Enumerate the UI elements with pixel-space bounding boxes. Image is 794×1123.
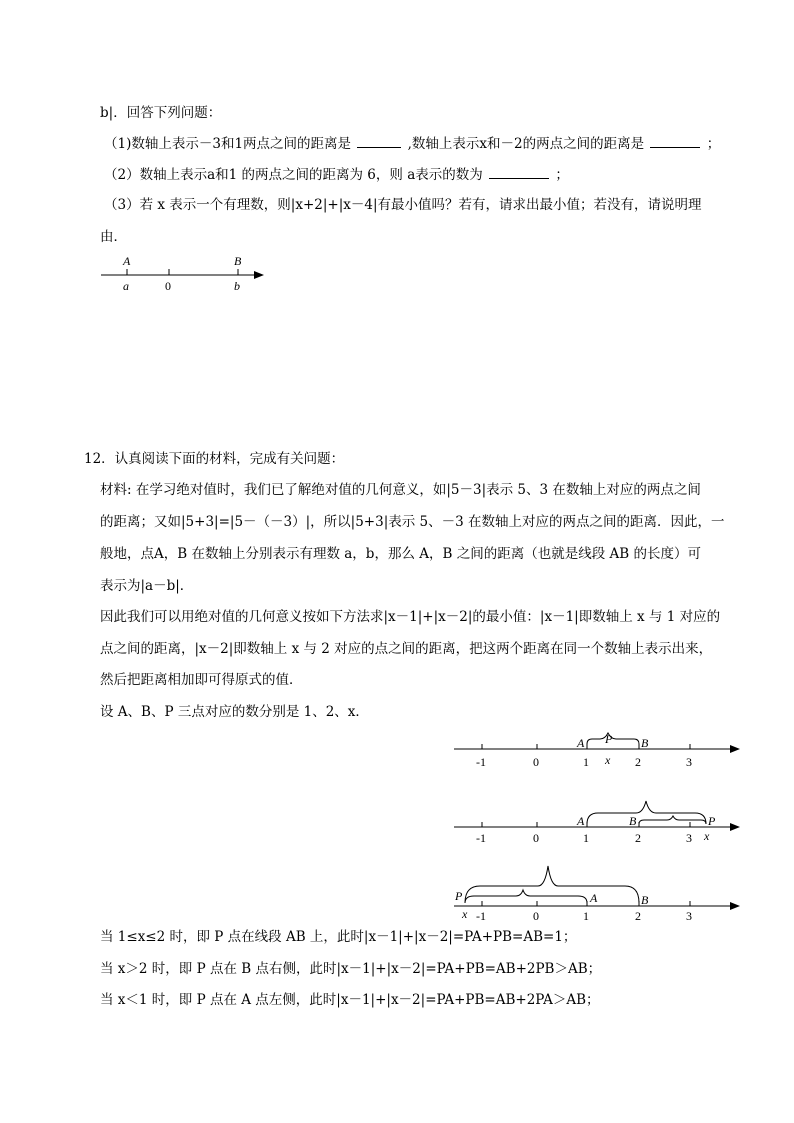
- q11-part1-text-a: （1)数轴上表示－3和1两点之间的距离是: [104, 136, 352, 152]
- q11-part1-end: ；: [706, 136, 721, 152]
- nl1-tick-5: 3: [686, 755, 692, 769]
- nl2-label-x: x: [704, 829, 710, 843]
- nl2-label-A: A: [577, 814, 585, 828]
- q11-blank-1[interactable]: [357, 134, 401, 148]
- q11-blank-3[interactable]: [489, 165, 549, 179]
- nl3-tick-5: 3: [686, 909, 692, 922]
- nl2-tick-2: 0: [533, 831, 539, 845]
- q11-part3: （3）若 x 表示一个有理数，则|x+2|+|x－4|有最小值吗？若有，请求出最小值；若没有，请说明理: [104, 197, 702, 213]
- nl2-label-B: B: [629, 814, 637, 828]
- nl3-label-A: A: [590, 891, 598, 905]
- q12-case-3: 当 x＜1 时，即 P 点在 A 点左侧，此时|x－1|+|x－2|=PA+PB=AB+2PA＞AB；: [100, 992, 600, 1008]
- q11-blank-2[interactable]: [650, 134, 700, 148]
- nl3-label-B: B: [641, 893, 649, 907]
- q11-label-A: A: [123, 254, 131, 268]
- q12-para-4: 表示为|a－b|．: [100, 578, 194, 594]
- nl2-tick-4: 2: [635, 831, 641, 845]
- q11-part2-end: ；: [555, 167, 569, 183]
- nl1-label-x: x: [605, 753, 611, 767]
- q11-intro: b|．回答下列问题：: [100, 105, 222, 121]
- nl3-tick-4: 2: [635, 909, 641, 922]
- nl1-tick-1: -1: [476, 755, 486, 769]
- nl1-tick-2: 0: [533, 755, 539, 769]
- q12-title: 12．认真阅读下面的材料，完成有关问题：: [84, 451, 345, 467]
- nl2-label-P: P: [708, 814, 716, 828]
- q12-number-line-2: [450, 796, 750, 846]
- nl3-tick-2: 0: [533, 909, 539, 922]
- q11-number-line: [96, 250, 276, 296]
- q11-part1-text-b: ,数轴上表示x和－2的两点之间的距离是: [407, 136, 645, 152]
- nl3-tick-1: -1: [476, 909, 486, 922]
- q11-label-B: B: [234, 254, 242, 268]
- q11-label-a: a: [123, 279, 129, 293]
- nl2-tick-3: 1: [583, 831, 589, 845]
- nl1-label-B: B: [641, 736, 649, 750]
- q12-para-1: 材料: 在学习绝对值时，我们已了解绝对值的几何意义，如|5－3|表示 5、3 在数轴上对应的两点之间: [100, 482, 701, 498]
- q12-para-7: 然后把距离相加即可得原式的值．: [100, 672, 303, 688]
- nl3-tick-3: 1: [583, 909, 589, 922]
- nl3-label-x: x: [462, 907, 468, 921]
- q12-para-2: 的距离；又如|5+3|=|5－（－3）|，所以|5+3|表示 5、－3 在数轴上对应的两点之间的距离．因此，一: [100, 514, 725, 530]
- nl1-tick-3: 1: [583, 755, 589, 769]
- nl1-label-A: A: [577, 736, 585, 750]
- q12-number-line-1: [450, 728, 750, 774]
- nl2-tick-5: 3: [686, 831, 692, 845]
- q11-part2-text: （2）数轴上表示a和1 的两点之间的距离为 6，则 a表示的数为: [104, 167, 483, 183]
- q11-part1: [104, 134, 720, 153]
- q11-label-b: b: [234, 279, 240, 293]
- nl1-label-P: P: [605, 732, 613, 746]
- q12-number-line-3: [450, 860, 750, 922]
- q12-case-2: 当 x＞2 时，即 P 点在 B 点右侧，此时|x－1|+|x－2|=PA+PB=AB+2PB＞AB；: [100, 961, 602, 977]
- q11-label-0: 0: [165, 279, 171, 293]
- nl3-label-P: P: [455, 889, 463, 903]
- q12-para-3: 般地，点A，B 在数轴上分别表示有理数 a，b，那么 A，B 之间的距离（也就是线段 AB 的长度）可: [100, 546, 701, 562]
- q12-case-1: 当 1≤x≤2 时，即 P 点在线段 AB 上，此时|x－1|+|x－2|=PA+PB=AB=1；: [100, 929, 577, 945]
- q12-para-8: 设 A、B、P 三点对应的数分别是 1、2、x．: [100, 704, 369, 720]
- q12-para-5: 因此我们可以用绝对值的几何意义按如下方法求|x－1|+|x－2|的最小值：|x－1|即数轴上 x 与 1 对应的: [100, 609, 721, 625]
- q11-part3-cont: 由．: [100, 229, 127, 245]
- q12-para-6: 点之间的距离，|x－2|即数轴上 x 与 2 对应的点之间的距离，把这两个距离在同一个数轴上表示出来，: [100, 641, 713, 657]
- q11-part2: [104, 165, 569, 184]
- nl2-tick-1: -1: [476, 831, 486, 845]
- nl1-tick-4: 2: [635, 755, 641, 769]
